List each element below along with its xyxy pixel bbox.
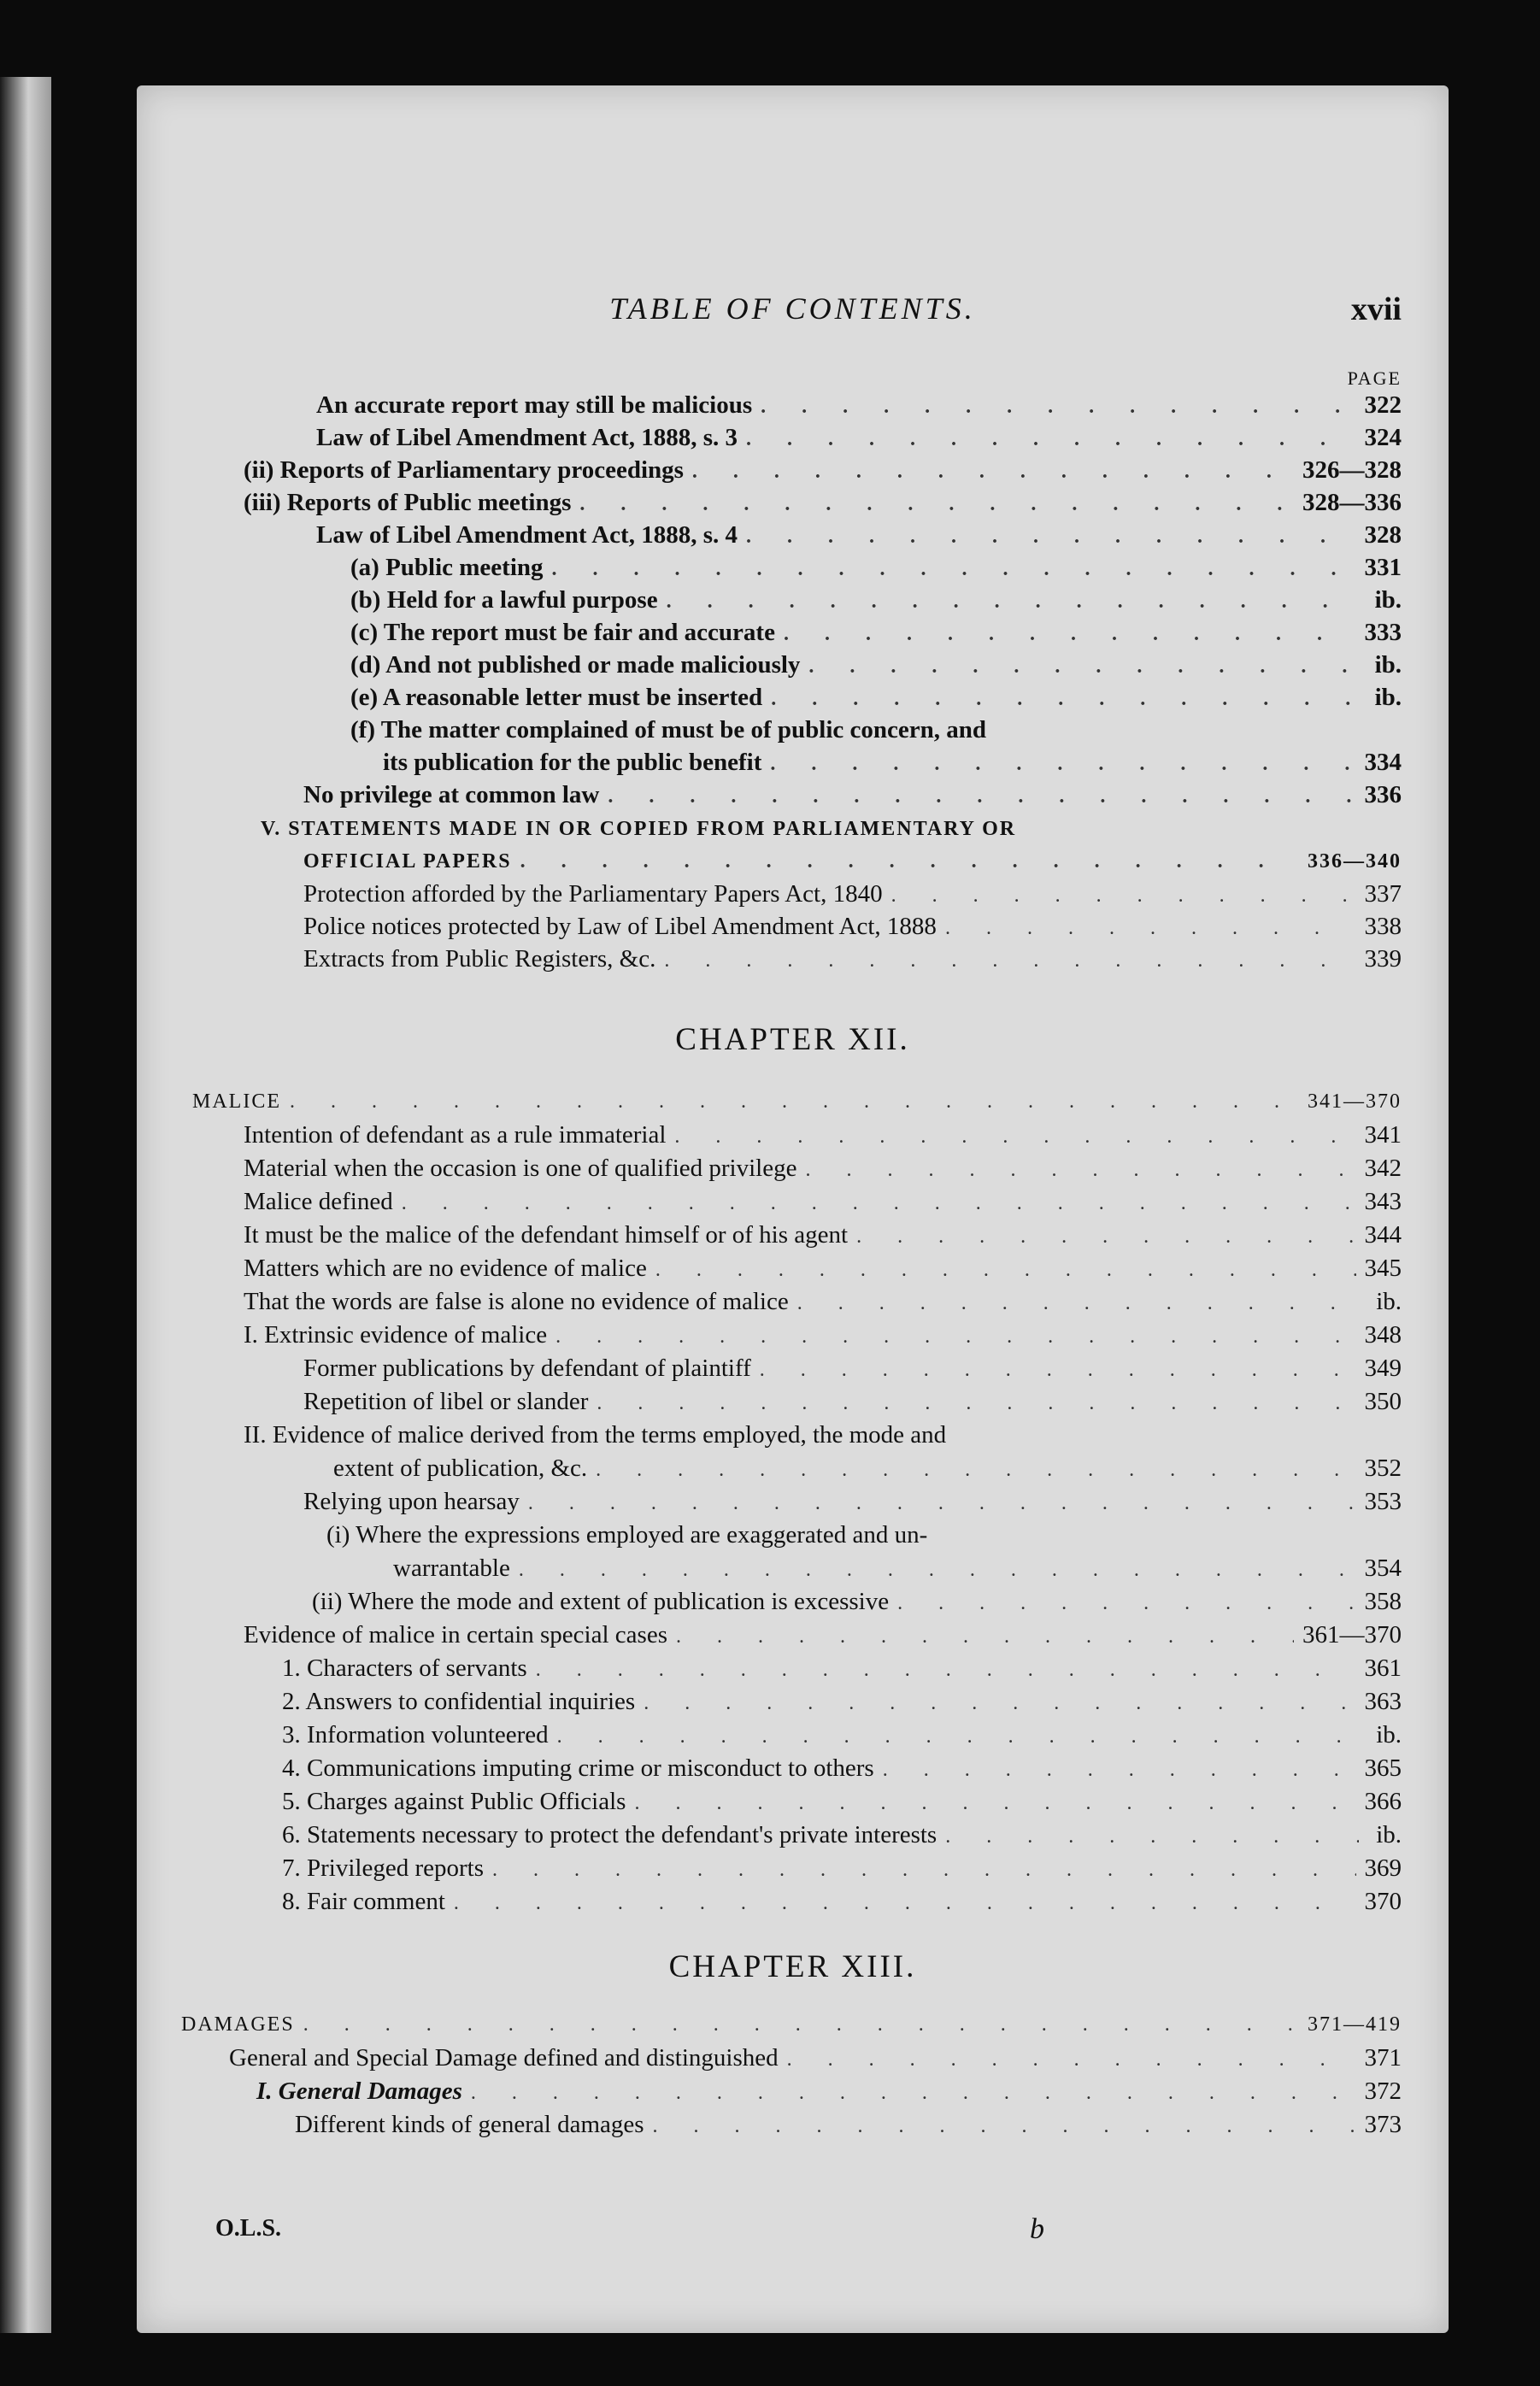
running-head-title: TABLE OF CONTENTS. bbox=[609, 291, 976, 326]
toc-entry[interactable]: An accurate report may still be malicious . . . 322 bbox=[316, 389, 1402, 423]
toc-entry[interactable]: Malice defined . . . 343 bbox=[244, 1185, 1402, 1219]
toc-entry[interactable]: I. General Damages . . . 372 bbox=[256, 2075, 1402, 2109]
toc-entry[interactable]: Intention of defendant as a rule immaterial . . . 341 bbox=[244, 1119, 1402, 1153]
toc-entry-continued[interactable]: (i) Where the expressions employed are exaggerated and un- bbox=[326, 1521, 928, 1549]
toc-chapter-topic[interactable]: MALICE . . . 341—370 bbox=[192, 1085, 1402, 1118]
toc-entry[interactable]: Police notices protected by Law of Libel Amendment Act, 1888 . . . 338 bbox=[303, 910, 1402, 944]
signature-mark: b bbox=[1030, 2213, 1044, 2245]
toc-chapter-topic[interactable]: DAMAGES . . . 371—419 bbox=[181, 2008, 1402, 2041]
toc-entry[interactable]: OFFICIAL PAPERS . . . 336—340 bbox=[303, 845, 1402, 878]
toc-entry[interactable]: 1. Characters of servants . . . 361 bbox=[282, 1652, 1402, 1686]
chapter-heading: CHAPTER XII. bbox=[675, 1022, 910, 1057]
toc-entry[interactable]: 6. Statements necessary to protect the defendant's private interests . . . ib. bbox=[282, 1819, 1402, 1853]
toc-entry[interactable]: Evidence of malice in certain special cases . . . 361—370 bbox=[244, 1619, 1402, 1653]
page-number: xvii bbox=[1350, 291, 1402, 327]
toc-entry[interactable]: It must be the malice of the defendant himself or of his agent . . . 344 bbox=[244, 1219, 1402, 1253]
toc-entry[interactable]: Matters which are no evidence of malice . . . 345 bbox=[244, 1252, 1402, 1286]
toc-entry[interactable]: General and Special Damage defined and distinguished . . . 371 bbox=[229, 2042, 1402, 2076]
toc-entry[interactable]: Law of Libel Amendment Act, 1888, s. 4 . . . 328 bbox=[316, 519, 1402, 553]
toc-entry[interactable]: Repetition of libel or slander . . . 350 bbox=[303, 1385, 1402, 1419]
toc-entry[interactable]: Different kinds of general damages . . . 373 bbox=[295, 2108, 1402, 2142]
toc-entry[interactable]: Extracts from Public Registers, &c. . . . 339 bbox=[303, 943, 1402, 977]
toc-entry[interactable]: 7. Privileged reports . . . 369 bbox=[282, 1852, 1402, 1886]
page-column-label: PAGE bbox=[1347, 367, 1402, 389]
toc-entry[interactable]: That the words are false is alone no evidence of malice . . . ib. bbox=[244, 1285, 1402, 1319]
toc-entry[interactable]: 5. Charges against Public Officials . . . 366 bbox=[282, 1785, 1402, 1819]
toc-entry[interactable]: its publication for the public benefit . . . 334 bbox=[383, 746, 1402, 780]
toc-entry[interactable]: 8. Fair comment . . . 370 bbox=[282, 1885, 1402, 1919]
toc-entry-continued[interactable]: II. Evidence of malice derived from the terms employed, the mode and bbox=[244, 1421, 947, 1449]
toc-entry[interactable]: No privilege at common law . . . 336 bbox=[303, 779, 1402, 813]
toc-entry[interactable]: 4. Communications imputing crime or misconduct to others . . . 365 bbox=[282, 1752, 1402, 1786]
toc-entry[interactable]: (a) Public meeting . . . 331 bbox=[350, 551, 1402, 585]
toc-entry[interactable]: (ii) Where the mode and extent of publication is excessive . . . 358 bbox=[312, 1585, 1402, 1619]
toc-entry[interactable]: Protection afforded by the Parliamentary Papers Act, 1840 . . . 337 bbox=[303, 878, 1402, 912]
toc-entries bbox=[137, 85, 1449, 2333]
toc-entry-continued[interactable]: (f) The matter complained of must be of public concern, and bbox=[350, 716, 987, 743]
toc-entry[interactable]: (ii) Reports of Parliamentary proceedings . . . 326—328 bbox=[244, 454, 1402, 488]
toc-section-heading[interactable]: V. STATEMENTS MADE IN OR COPIED FROM PARLIAMENTARY OR bbox=[261, 818, 1017, 840]
footer-series-mark: O.L.S. bbox=[215, 2215, 282, 2242]
toc-entry[interactable]: Relying upon hearsay . . . 353 bbox=[303, 1485, 1402, 1519]
toc-entry[interactable]: 2. Answers to confidential inquiries . . . 363 bbox=[282, 1685, 1402, 1719]
toc-entry[interactable]: (iii) Reports of Public meetings . . . 328—336 bbox=[244, 486, 1402, 520]
scan-edge bbox=[0, 77, 51, 2333]
toc-entry[interactable]: Law of Libel Amendment Act, 1888, s. 3 . . . 324 bbox=[316, 421, 1402, 455]
toc-entry[interactable]: extent of publication, &c. . . . 352 bbox=[333, 1452, 1402, 1486]
book-page bbox=[137, 85, 1449, 2333]
chapter-heading: CHAPTER XIII. bbox=[668, 1949, 917, 1984]
toc-entry[interactable]: (c) The report must be fair and accurate . . . 333 bbox=[350, 616, 1402, 650]
toc-entry[interactable]: (d) And not published or made maliciously . . . ib. bbox=[350, 649, 1402, 683]
toc-entry[interactable]: Material when the occasion is one of qualified privilege . . . 342 bbox=[244, 1152, 1402, 1186]
toc-entry[interactable]: I. Extrinsic evidence of malice . . . 348 bbox=[244, 1319, 1402, 1353]
toc-entry[interactable]: 3. Information volunteered . . . ib. bbox=[282, 1719, 1402, 1753]
toc-entry[interactable]: warrantable . . . 354 bbox=[393, 1552, 1402, 1586]
toc-entry[interactable]: Former publications by defendant of plaintiff . . . 349 bbox=[303, 1352, 1402, 1386]
toc-entry[interactable]: (b) Held for a lawful purpose . . . ib. bbox=[350, 584, 1402, 618]
toc-entry[interactable]: (e) A reasonable letter must be inserted . . . ib. bbox=[350, 681, 1402, 715]
